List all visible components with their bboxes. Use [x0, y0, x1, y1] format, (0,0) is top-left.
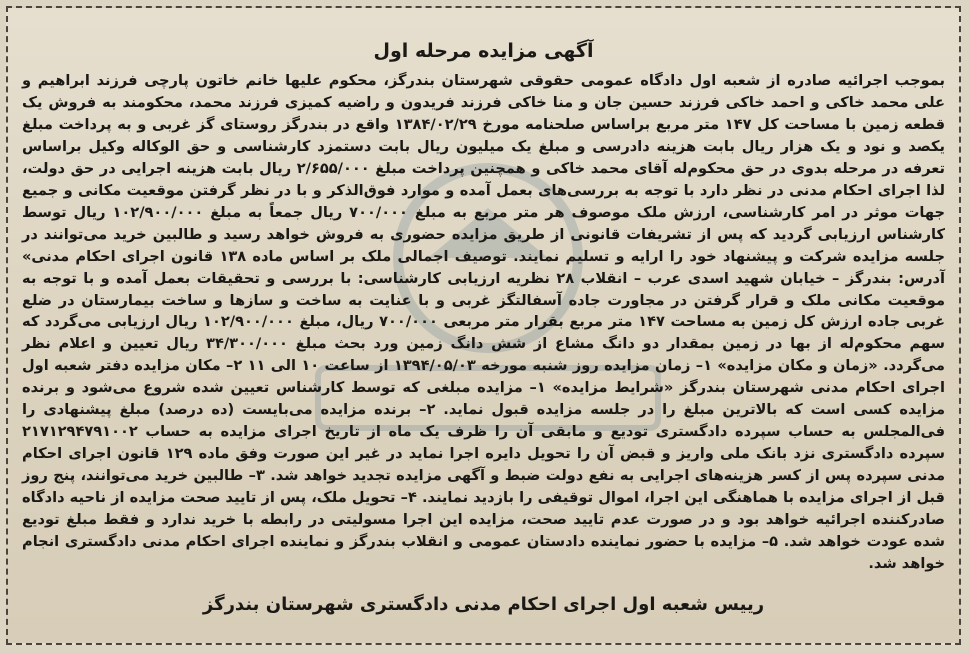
notice-title: آگهی مزایده مرحله اول	[373, 40, 594, 62]
notice-signature: رییس شعبه اول اجرای احکام مدنی دادگستری شهرستان بندرگز	[202, 594, 765, 615]
auction-notice	[6, 6, 961, 645]
notice-body: بموجب اجرائیه صادره از شعبه اول دادگاه عمومی حقوقی شهرستان بندرگز، محکوم علیها خانم خاتون پارچی فرزند ابراهیم و علی محمد خاکی و احمد خاکی فرزند حسین جان و منا خاکی فرزند فریدون و راضیه کمیزی فرزند محمد، محکومند به فروش یک قطعه زمین با مساحت کل ۱۴۷ متر مربع براساس صلحنامه مورخ ۱۳۸۴/۰۲/۲۹ واقع در بندرگز روستای گز غربی و به پرداخت مبلغ یکصد و نود و یک هزار ریال بابت هزینه دادرسی و مبلغ یک میلیون ریال بابت دستمزد کارشناسی و حق الوکاله وکیل براساس تعرفه در مرحله بدوی در حق محکوم‌له آقای محمد خاکی و همچنین پرداخت مبلغ ۲/۶۵۵/۰۰۰ ریال بابت هزینه اجرایی در حق دولت، لذا اجرای احکام مدنی در نظر دارد با توجه به بررسی‌های بعمل آمده و موارد فوق‌الذکر و با در نظر گرفتن موقعیت مکانی و جمیع جهات موثر در امر کارشناسی، ارزش ملک موصوف هر متر مربع به مبلغ ۷۰۰/۰۰۰ ریال جمعاً به مبلغ ۱۰۲/۹۰۰/۰۰۰ ریال توسط کارشناس ارزیابی گردید که پس از تشریفات قانونی از طریق مزایده حضوری به فروش خواهد رسید و طالبین خرید می‌توانند در جلسه مزایده شرکت و پیشنهاد خود را ارایه و تسلیم نمایند. توصیف اجمالی ملک بر اساس ماده ۱۳۸ قانون اجرای احکام مدنی» آدرس: بندرگز – خیابان شهید اسدی عرب – انقلاب ۲۸ نظریه ارزیابی کارشناسی: با بررسی و تحقیقات بعمل آمده و با توجه به موقعیت مکانی ملک و قرار گرفتن در مجاورت جاده آسفالتگز غربی و با عنایت به ساخت و سازها و ساخت بیمارستان در ضلع غربی جاده ارزش کل زمین به مساحت ۱۴۷ متر مربع بقرار متر مربعی ۷۰۰/۰۰۰ ریال، مبلغ ۱۰۲/۹۰۰/۰۰۰ ریال ارزیابی می‌گردد که سهم محکوم‌له از بها در زمین بمقدار دو دانگ مشاع از شش دانگ زمین ورد بحث مبلغ ۳۴/۳۰۰/۰۰۰ ریال تعیین و اعلام نظر می‌گردد. «زمان و مکان مزایده» ۱– زمان مزایده روز شنبه مورخه ۱۳۹۴/۰۵/۰۳ از ساعت ۱۰ الی ۱۱ ۲– مکان مزایده دفتر شعبه اول اجرای احکام مدنی شهرستان بندرگز «شرایط مزایده» ۱– مزایده مبلغی که توسط کارشناس تعیین شده شروع می‌شود و برنده مزایده کسی است که بالاترین مبلغ را در جلسه مزایده قبول نماید. ۲– برنده مزایده می‌بایست (ده درصد) مبلغ پیشنهادی را فی‌المجلس به حساب سپرده دادگستری تودیع و مابقی آن را ظرف یک ماه از تاریخ اجرای مزایده به حساب ۲۱۷۱۲۹۴۷۹۱۰۰۲ سپرده دادگستری نزد بانک ملی واریز و قبض آن را تحویل دایره اجرا نماید در غیر این صورت وفق ماده ۱۲۹ قانون اجرای احکام مدنی سپرده پس از کسر هزینه‌های اجرایی به نفع دولت ضبط و آگهی مزایده تجدید خواهد شد. ۳– طالبین خرید می‌توانند، پنج روز قبل از اجرای مزایده با هماهنگی این اجرا، اموال توقیفی را بازدید نمایند. ۴– تحویل ملک، پس از تایید صحت مزایده از ناحیه دادگاه صادرکننده اجرائیه خواهد بود و در صورت عدم تایید صحت، مزایده این اجرا مسولیتی در رابطه با خرید ندارد و فقط مبلغ تودیع شده عودت خواهد شد. ۵– مزایده با حضور نماینده دادستان عمومی و انقلاب بندرگز و نماینده اجرای احکام مدنی دادگستری انجام خواهد شد.	[22, 72, 946, 572]
